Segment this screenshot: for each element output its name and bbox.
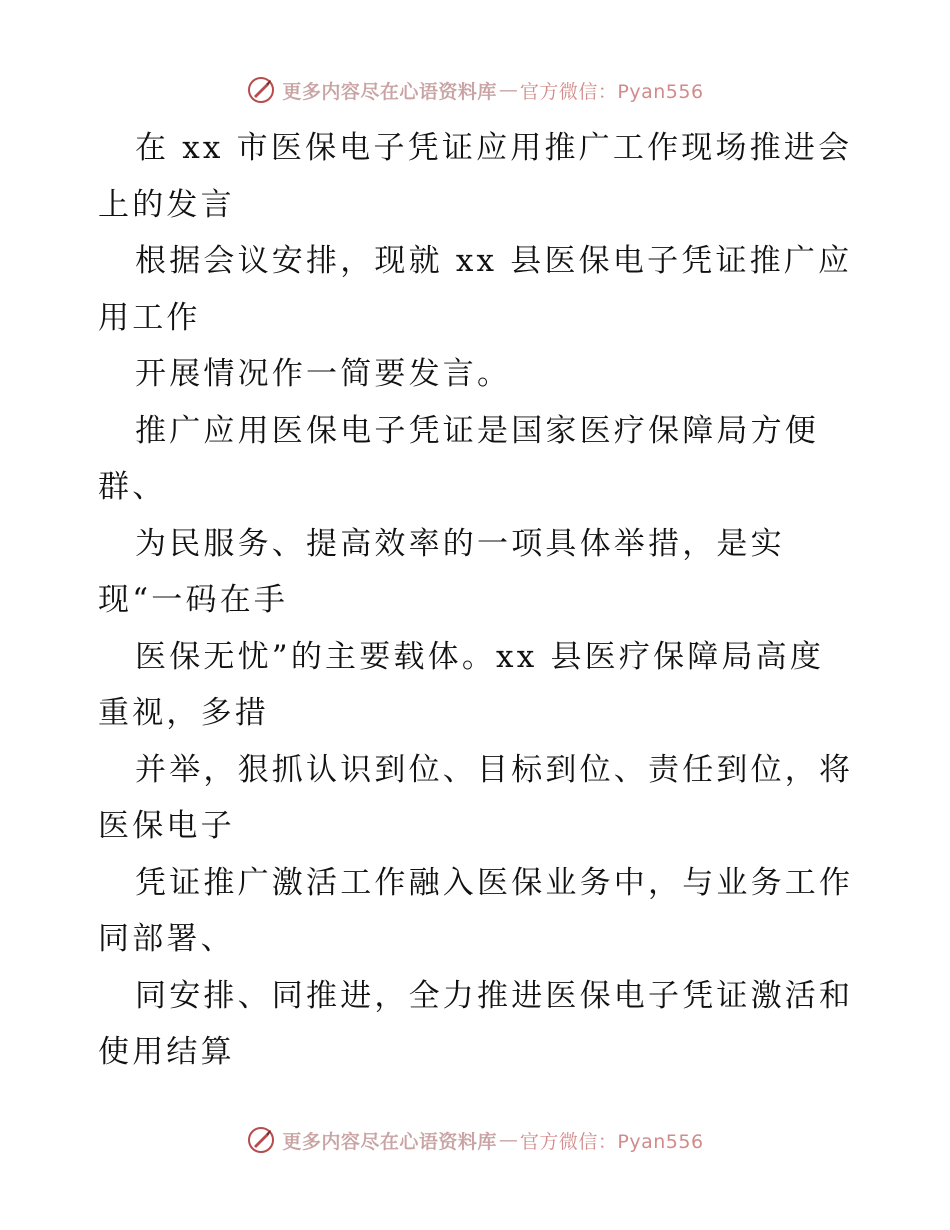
text-line: 使用结算 bbox=[98, 1034, 235, 1070]
banner-brand: 更多内容尽在心语资料库 bbox=[282, 80, 497, 103]
text-line: 在 xx 市医保电子凭证应用推广工作现场推进会 bbox=[135, 130, 853, 166]
banner-wechat: 官方微信：Pyan556 bbox=[519, 1130, 704, 1153]
header-banner bbox=[0, 70, 950, 110]
banner-wechat: 官方微信：Pyan556 bbox=[519, 80, 704, 103]
document-body bbox=[98, 120, 878, 1081]
text-line: 开展情况作一简要发言。 bbox=[135, 356, 512, 392]
text-line: 上的发言 bbox=[98, 186, 235, 223]
text-line: 现“一码在手 bbox=[98, 582, 289, 618]
footer-banner bbox=[0, 1120, 950, 1160]
text-line: 推广应用医保电子凭证是国家医疗保障局方便 bbox=[135, 412, 819, 449]
text-line: 医保电子 bbox=[98, 808, 235, 844]
quill-logo-icon bbox=[246, 75, 276, 105]
text-line: 为民服务、提高效率的一项具体举措，是实 bbox=[135, 525, 785, 562]
text-line: 同部署、 bbox=[98, 921, 235, 957]
quill-logo-icon bbox=[246, 1125, 276, 1155]
text-line: 医保无忧”的主要载体。xx 县医疗保障局高度 bbox=[135, 638, 825, 675]
text-line: 同安排、同推进，全力推进医保电子凭证激活和 bbox=[135, 977, 854, 1014]
banner-dash: — bbox=[498, 79, 518, 101]
text-line: 根据会议安排，现就 xx 县医保电子凭证推广应 bbox=[135, 243, 853, 279]
banner-dash: — bbox=[498, 1129, 518, 1151]
text-line: 并举，狠抓认识到位、目标到位、责任到位，将 bbox=[135, 751, 854, 788]
text-line: 重视，多措 bbox=[98, 695, 269, 731]
text-line: 群、 bbox=[98, 469, 167, 505]
banner-brand: 更多内容尽在心语资料库 bbox=[282, 1130, 497, 1153]
text-line: 凭证推广激活工作融入医保业务中，与业务工作 bbox=[135, 864, 854, 901]
text-line: 用工作 bbox=[98, 299, 201, 336]
